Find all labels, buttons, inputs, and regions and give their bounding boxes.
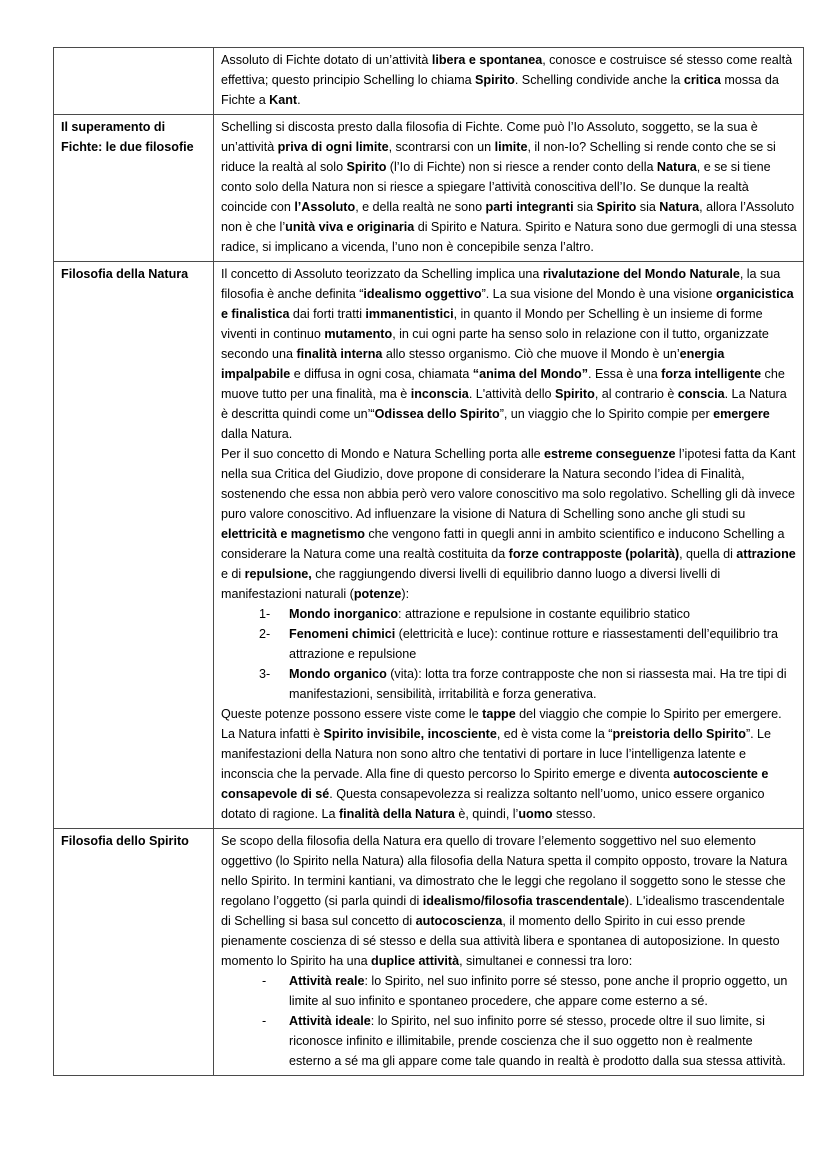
list-marker: 3- (259, 667, 271, 681)
list-item-text: Attività ideale: lo Spirito, nel suo infinito porre sé stesso, procede oltre il suo limite, si riconosce infinito e illimitabile, prende coscienza che il suo oggetto non è realmente esterno a sé ma gli appare come tale quando in realtà è prodotto dalla sua stessa attività. (289, 1014, 786, 1068)
list-item (221, 624, 797, 664)
notes-table-body (54, 48, 804, 1076)
row-body-cell (214, 262, 804, 829)
list-item-text: Mondo inorganico: attrazione e repulsione in costante equilibrio statico (289, 607, 690, 621)
body-paragraph: Assoluto di Fichte dotato di un’attività libera e spontanea, conosce e costruisce sé stesso come realtà effettiva; questo principio Schelling lo chiama Spirito. Schelling condivide anche la critica mossa da Fichte a Kant. (221, 53, 793, 107)
row-body-cell (214, 115, 804, 262)
row-body-cell (214, 48, 804, 115)
dashed-list (221, 971, 797, 1071)
list-item (221, 604, 797, 624)
numbered-list (221, 604, 797, 704)
body-paragraph: Per il suo concetto di Mondo e Natura Schelling porta alle estreme conseguenze l’ipotesi fatta da Kant nella sua Critica del Giudizio, dove propone di considerare la Natura secondo l’idea di Finalità, sostenendo che essa non abbia però vero valore conoscitivo ma solo regolativo. Schelling gli dà invece puro valore conoscitivo. Ad influenzare la visione di Natura di Schelling sono anche gli studi su elettricità e magnetismo che vengono fatti in quegli anni in ambito scientifico e inducono Schelling a considerare la Natura come una realtà costituita da forze contrapposte (polarità), quella di attrazione e di repulsione, che raggiungendo diversi livelli di equilibrio danno luogo a diversi livelli di manifestazioni naturali (potenze): (221, 447, 796, 601)
row-label-cell (54, 829, 214, 1076)
list-marker: - (262, 974, 267, 988)
row-label-cell (54, 262, 214, 829)
row-label-cell (54, 115, 214, 262)
body-paragraph: Queste potenze possono essere viste come le tappe del viaggio che compie lo Spirito per emergere. La Natura infatti è Spirito invisibile, incosciente, ed è vista come la “preistoria dello Spirito”. Le manifestazioni della Natura non sono altro che tentativi di portare in luce l’intelligenza latente e inconscia che la pervade. Alla fine di questo percorso lo Spirito emerge e diventa autocosciente e consapevole di sé. Questa consapevolezza si realizza soltanto nell’uomo, unico essere organico dotato di ragione. La finalità della Natura è, quindi, l’uomo stesso. (221, 707, 782, 821)
list-item (221, 1011, 797, 1071)
list-marker: - (262, 1014, 267, 1028)
list-item (221, 971, 797, 1011)
list-marker: 1- (259, 607, 271, 621)
table-row (54, 262, 804, 829)
row-label-text: Il superamento di Fichte: le due filosofie (61, 120, 194, 154)
table-row (54, 48, 804, 115)
body-paragraph: Schelling si discosta presto dalla filosofia di Fichte. Come può l’Io Assoluto, soggetto, se la sua è un’attività priva di ogni limite, scontrarsi con un limite, il non-Io? Schelling si rende conto che se si riduce la realtà al solo Spirito (l’Io di Fichte) non si riesce a render conto della Natura, e se si tiene conto solo della Natura non si riesce a spiegare l’attività conoscitiva dell’Io. Se dunque la realtà coincide con l’Assoluto, e della realtà ne sono parti integranti sia Spirito sia Natura, allora l’Assoluto non è che l’unità viva e originaria di Spirito e Natura. Spirito e Natura sono due germogli di una stessa radice, si implicano a vicenda, l’uno non è concepibile senza l’altro. (221, 120, 797, 254)
list-item-text: Attività reale: lo Spirito, nel suo infinito porre sé stesso, pone anche il proprio oggetto, un limite al suo infinito e spontaneo procedere, che appare come esterno a sé. (289, 974, 788, 1008)
table-row (54, 115, 804, 262)
list-marker: 2- (259, 627, 271, 641)
row-label-text: Filosofia della Natura (61, 267, 189, 281)
list-item (221, 664, 797, 704)
row-body-cell (214, 829, 804, 1076)
row-label-text: Filosofia dello Spirito (61, 834, 189, 848)
notes-table (53, 47, 804, 1076)
body-paragraph: Se scopo della filosofia della Natura era quello di trovare l’elemento soggettivo nel suo elemento oggettivo (lo Spirito nella Natura) alla filosofia della Natura spetta il compito opposto, trovare la Natura nello Spirito. In termini kantiani, va dimostrato che le leggi che regolano il soggetto sono le stesse che regolano l’oggetto (si parla quindi di idealismo/filosofia trascendentale). L'idealismo trascendentale di Schelling si basa sul concetto di autocoscienza, il momento dello Spirito in cui esso prende pienamente coscienza di sé stesso e della sua attività libera e spontanea di autoposizione. In questo momento lo Spirito ha una duplice attività, simultanei e connessi tra loro: (221, 834, 788, 968)
table-row (54, 829, 804, 1076)
row-label-cell (54, 48, 214, 115)
list-item-text: Mondo organico (vita): lotta tra forze contrapposte che non si riassesta mai. Ha tre tipi di manifestazioni, sensibilità, irritabilità e forza generativa. (289, 667, 787, 701)
body-paragraph: Il concetto di Assoluto teorizzato da Schelling implica una rivalutazione del Mondo Naturale, la sua filosofia è anche definita “idealismo oggettivo”. La sua visione del Mondo è una visione organicistica e finalistica dai forti tratti immanentistici, in quanto il Mondo per Schelling è un insieme di forme viventi in continuo mutamento, in cui ogni parte ha senso solo in relazione con il tutto, organizzate secondo una finalità interna allo stesso organismo. Ciò che muove il Mondo è un’energia impalpabile e diffusa in ogni cosa, chiamata “anima del Mondo”. Essa è una forza intelligente che muove tutto per una finalità, ma è inconscia. L'attività dello Spirito, al contrario è conscia. La Natura è descritta quindi come un’“Odissea dello Spirito”, un viaggio che lo Spirito compie per emergere dalla Natura. (221, 267, 794, 441)
list-item-text: Fenomeni chimici (elettricità e luce): continue rotture e riassestamenti dell’equilibrio tra attrazione e repulsione (289, 627, 778, 661)
